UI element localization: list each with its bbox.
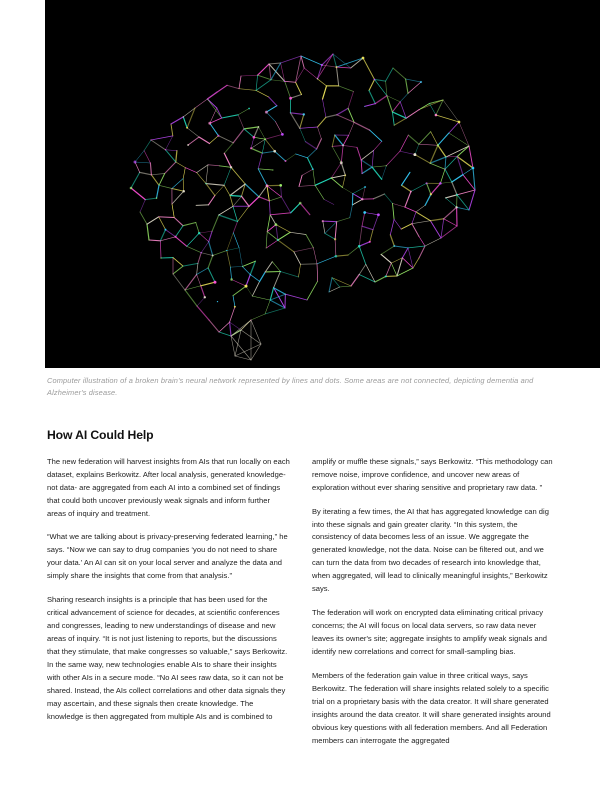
brain-neural-network-illustration [45, 0, 600, 368]
figure-caption: Computer illustration of a broken brain's neural network represented by lines and dots. Some areas are not connected, depicting dementia and Alzheimer's disease. [47, 376, 534, 397]
article-body [47, 428, 555, 793]
paragraph: By iterating a few times, the AI that has aggregated knowledge can dig into these signals and gain greater clarity. “In this system, the consistency of data becomes less of an issue. We aggregate the generated knowledge, not the data. Noise can be filtered out, and we can turn the data from two decades of research into knowledge that, when aggregated, will lead to clinically meaningful insights,” Berkowitz says. [312, 506, 549, 594]
brain-wireframe-svg [45, 0, 600, 368]
two-column-layout [47, 456, 555, 748]
left-text-column [47, 456, 290, 724]
paragraph: The federation will work on encrypted data eliminating critical privacy concerns; the AI will focus on local data servers, so raw data never leaves its owner's site; aggregate insights to amplify weak signals and identify new correlations and correct for small-sampling bias. [312, 608, 548, 657]
section-heading: How AI Could Help [47, 428, 154, 442]
paragraph: Members of the federation gain value in three critical ways, says Berkowitz. The federation will share insights related solely to a specific trial on a proprietary basis with the data creator. It will share generated insights around the data creator. It will share generated insights around obvious key questions with all federation members. And all Federation members can interrogate the aggregated [312, 671, 551, 746]
paragraph: Sharing research insights is a principle that has been used for the critical advancement of science for decades, at scientific conferences and congresses, leading to new understandings of disease and new areas of inquiry. “It is not just listening to reports, but the discussions that they stimulate, that make congresses so valuable,” says Berkowitz. In the same way, new technologies enable AIs to share their insights with other AIs in a secure mode. “No AI sees raw data, so it can not be shared. Instead, the AIs collect correlations and other data signals they may ascertain, and these signals then create knowledge. The knowledge is then aggregated from multiple AIs and is combined to [47, 595, 288, 722]
paragraph: amplify or muffle these signals,” says Berkowitz. “This methodology can remove noise, improve confidence, and uncover new areas of exploration without ever sharing sensitive and proprietary raw data. ” [312, 456, 553, 492]
paragraph: “What we are talking about is privacy-preserving federated learning,” he says. “Now we can say to drug companies ‘you do not need to share your data.’ An AI can sit on your local server and analyze the data and simply share the insights that come from that analysis.” [47, 532, 288, 581]
paragraph: The new federation will harvest insights from AIs that run locally on each dataset, explains Berkowitz. After local analysis, generated knowledge- not data- are aggregated from each AI into a combined set of findings that could both uncover previously weak signals and inform further areas of inquiry and treatment. [47, 456, 290, 518]
right-text-column [312, 456, 555, 748]
figure-background [45, 0, 600, 368]
